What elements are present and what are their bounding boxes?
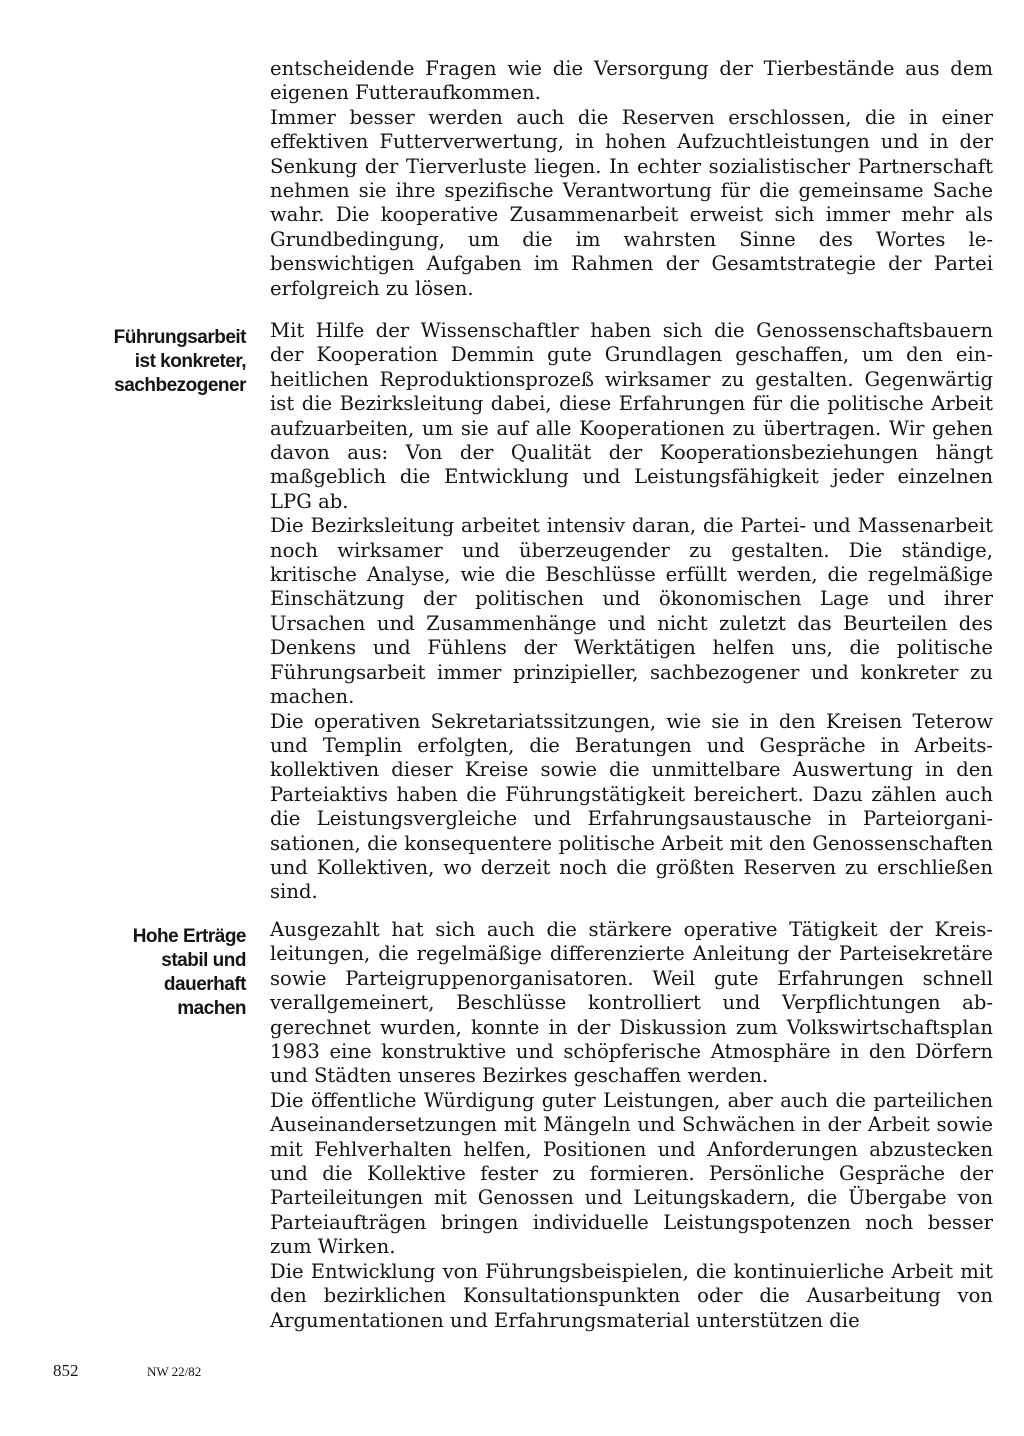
heading-line: Führungsarbeit: [113, 327, 246, 348]
paragraph: entscheidende Fragen wie die Versorgung der Tierbestände aus dem eigenen Futteraufkommen.: [270, 57, 993, 105]
heading-line: stabil und: [161, 950, 246, 971]
paragraph: Die operativen Sekretariatssitzungen, wie sie in den Kreisen Teterow und Templin erfolgten, die Beratungen und Gespräche in Arbeitskollektiven dieser Kreise sowie die unmittelbare Auswertung in den Parteiaktivs haben die Führungstätigkeit bereichert. Dazu zählen auch die Leistungsvergleiche und Erfahrungsaustausche in Parteiorganisationen, die konsequentere politische Arbeit mit den Genossenschaften und Kollektiven, wo derzeit noch die größten Reserven zu erschließen sind.: [270, 709, 993, 904]
section-3-text: [270, 918, 993, 1333]
paragraph: Die Bezirksleitung arbeitet intensiv daran, die Partei- und Massenarbeit noch wirksamer und überzeugender zu gestalten. Die ständige, kritische Analyse, wie die Beschlüsse erfüllt werden, die regelmäßige Einschätzung der politischen und ökonomischen Lage und ihrer Ursachen und Zusammenhänge und nicht zuletzt das Beurteilen des Denkens und Fühlens der Werktätigen helfen uns, die politische Führungsarbeit immer prinzipieller, sachbezogener und konkreter zu machen.: [270, 514, 993, 709]
paragraph: Mit Hilfe der Wissenschaftler haben sich die Genossenschaftsbauern der Kooperation Demmin gute Grundlagen geschaffen, um den einheitlichen Reproduktionsprozeß wirksamer zu gestalten. Gegenwärtig ist die Bezirksleitung dabei, diese Erfahrungen für die politische Arbeit aufzuarbeiten, um sie auf alle Kooperationen zu übertragen. Wir gehen davon aus: Von der Qualität der Kooperationsbeziehungen hängt maßgeblich die Entwicklung und Leistungsfähigkeit jeder einzelnen LPG ab.: [270, 319, 993, 513]
margin-heading-fuehrungsarbeit: [92, 326, 246, 398]
margin-heading-hohe-ertraege: [92, 925, 246, 1021]
issue-label: NW 22/82: [147, 1364, 202, 1379]
paragraph: Ausgezahlt hat sich auch die stärkere operative Tätigkeit der Kreisleitungen, die regelmäßige differenzierte Anleitung der Parteisekretäre sowie Parteigruppenorganisatoren. Weil gute Erfahrungen schnell verallgemeinert, Beschlüsse kontrolliert und Verpflichtungen abgerechnet wurden, konnte in der Diskussion zum Volkswirtschaftsplan 1983 eine konstruktive und schöpferische Atmosphäre in den Dörfern und Städten unseres Bezirkes geschaffen werden.: [270, 918, 993, 1088]
heading-line: Hohe Erträge: [132, 926, 246, 947]
section-2-text: [270, 319, 993, 905]
paragraph: Die öffentliche Würdigung guter Leistungen, aber auch die parteilichen Auseinandersetzungen mit Mängeln und Schwächen in der Arbeit sowie mit Fehlverhalten helfen, Positionen und Anforderungen abzustecken und die Kollektive fester zu formieren. Persönliche Gespräche der Parteileitungen mit Genossen und Leitungskadern, die Übergabe von Parteiaufträgen bringen individuelle Leistungspotenzen noch besser zum Wirken.: [270, 1088, 993, 1259]
heading-line: ist konkreter,: [134, 351, 246, 372]
paragraph: Immer besser werden auch die Reserven erschlossen, die in einer effektiven Futterverwertung, in hohen Aufzuchtleistungen und in der Senkung der Tierverluste liegen. In echter sozialistischer Partnerschaft nehmen sie ihre spezifische Verantwortung für die gemeinsame Sache wahr. Die kooperative Zusammenarbeit erweist sich immer mehr als Grundbedingung, um die im wahrsten Sinne des Wortes lebenswichtigen Aufgaben im Rahmen der Gesamtstrategie der Partei erfolgreich zu lösen.: [270, 105, 993, 300]
heading-line: dauerhaft machen: [163, 974, 246, 1019]
paragraph: Die Entwicklung von Führungsbeispielen, die kontinuierliche Arbeit mit den bezirklichen Konsultationspunkten oder die Ausarbeitung von Argumentationen und Erfahrungsmaterial unterstützen die: [270, 1259, 993, 1332]
section-1-text: [270, 57, 993, 301]
heading-line: sachbezogener: [114, 375, 246, 396]
page-number: 852: [53, 1361, 79, 1380]
